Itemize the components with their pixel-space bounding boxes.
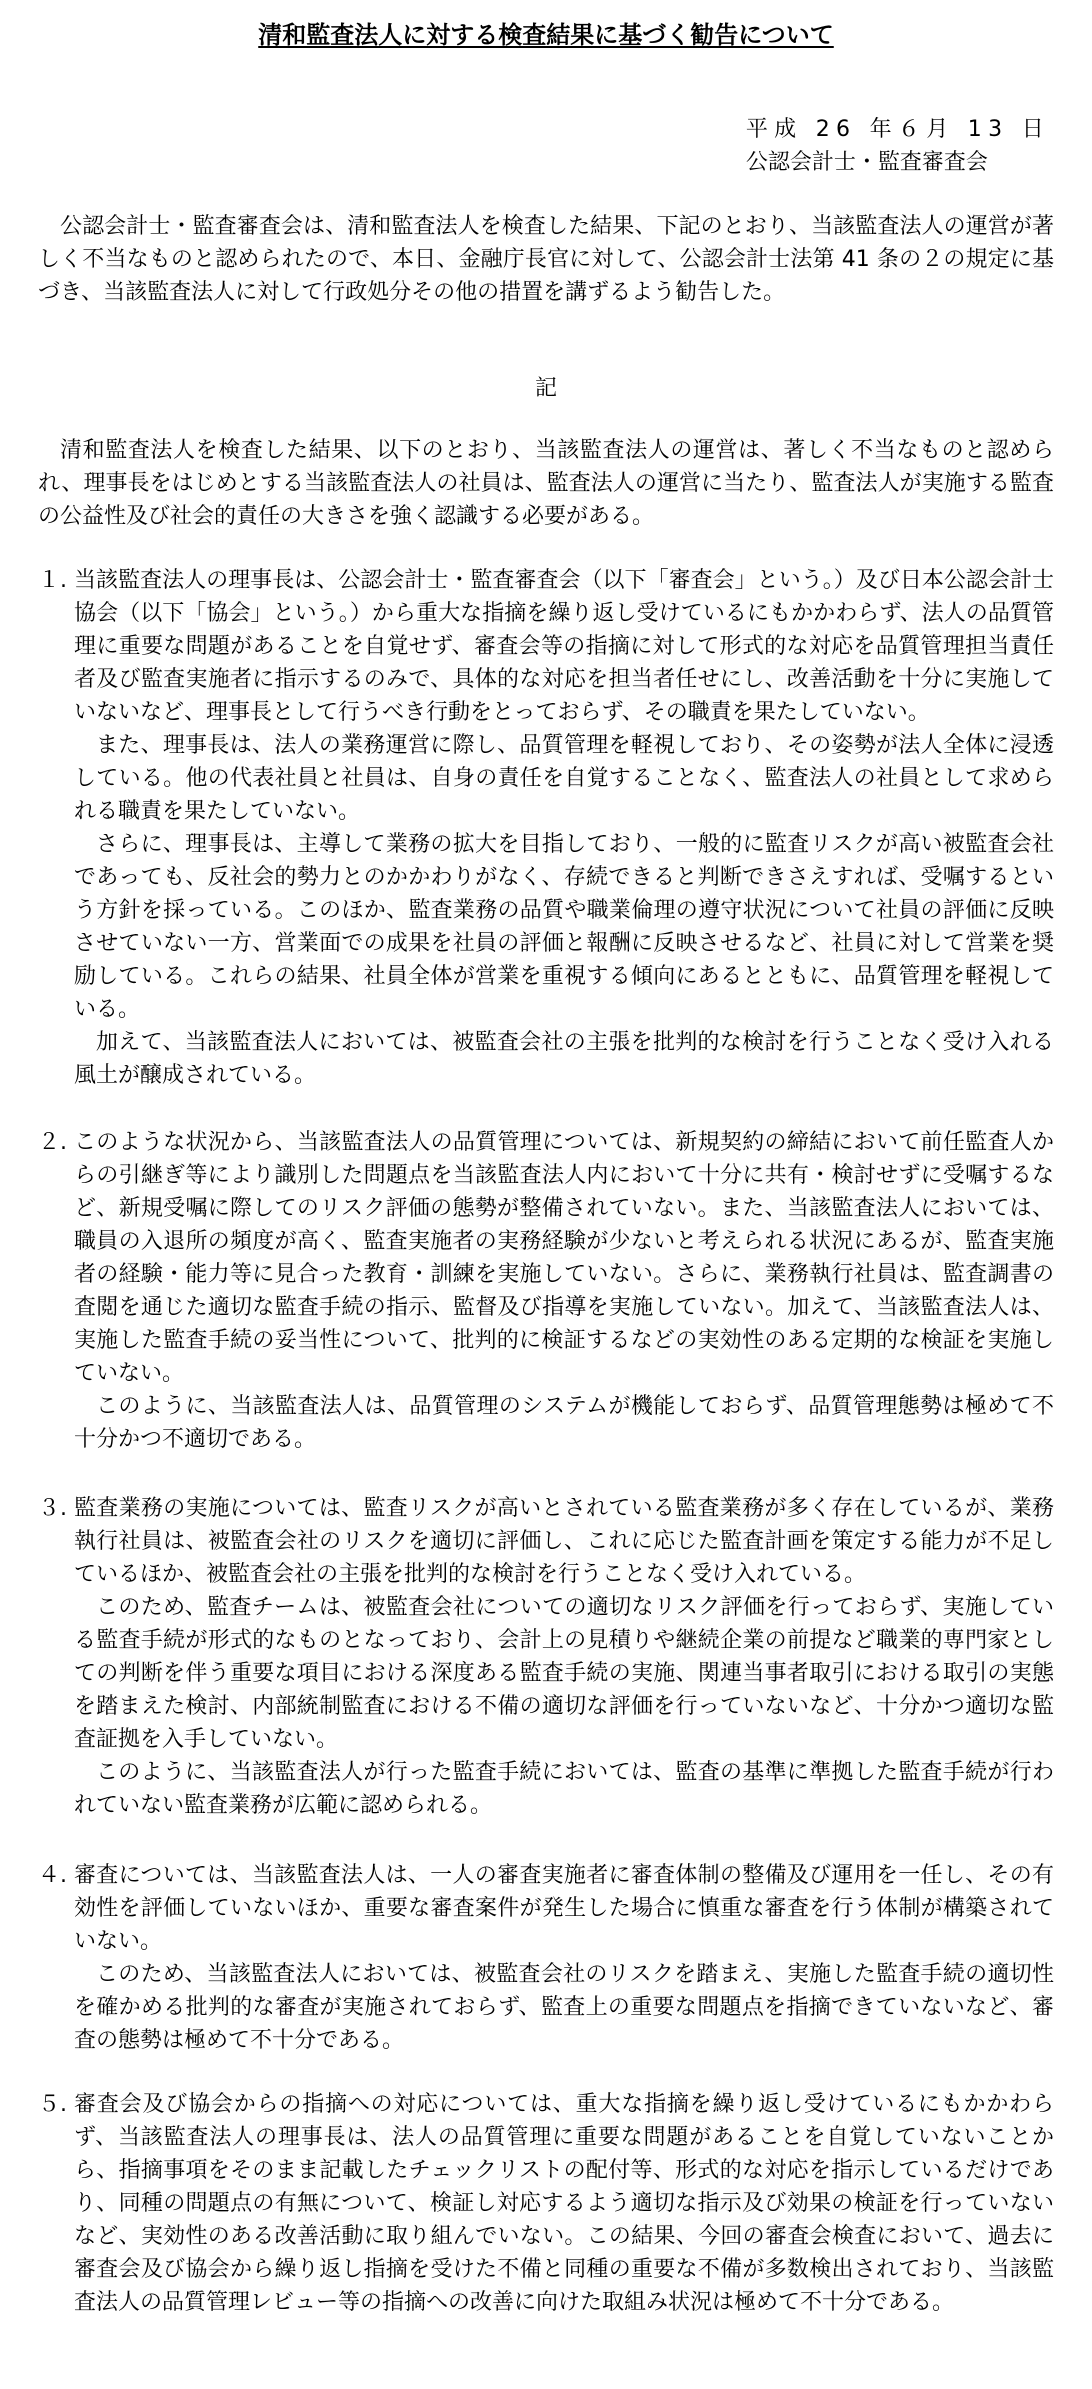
intro-paragraph: 公認会計士・監査審査会は、清和監査法人を検査した結果、下記のとおり、当該監査法人の運営が著しく不当なものと認められたので、本日、金融庁長官に対して、公認会計士法第 41 条の２の規定に基づき、当該監査法人に対して行政処分その他の措置を講ずるよう勧告した。 [38, 214, 1054, 305]
issuer-name: 公認会計士・監査審査会 [745, 150, 988, 175]
item-paragraph: このように、当該監査法人が行った監査手続においては、監査の基準に準拠した監査手続が行われていない監査業務が広範に認められる。 [74, 1760, 1054, 1818]
item-4 [38, 1859, 1054, 2057]
item-paragraph: 審査会及び協会からの指摘への対応については、重大な指摘を繰り返し受けているにもかかわらず、当該監査法人の理事長は、法人の品質管理に重要な問題があることを自覚していないことから、指摘事項をそのまま記載したチェックリストの配付等、形式的な対応を指示しているだけであり、同種の問題点の有無について、検証し対応するよう適切な指示及び効果の検証を行っていないなど、実効性のある改善活動に取り組んでいない。この結果、今回の審査会検査において、過去に審査会及び協会から繰り返し指摘を受けた不備と同種の重要な不備が多数検出されており、当該監査法人の品質管理レビュー等の指摘への改善に向けた取組み状況は極めて不十分である。 [74, 2092, 1054, 2315]
lead-paragraph: 清和監査法人を検査した結果、以下のとおり、当該監査法人の運営は、著しく不当なものと認められ、理事長をはじめとする当該監査法人の社員は、監査法人の運営に当たり、監査法人が実施する監査の公益性及び社会的責任の大きさを強く認識する必要がある。 [38, 438, 1054, 529]
item-paragraph: 審査については、当該監査法人は、一人の審査実施者に審査体制の整備及び運用を一任し、その有効性を評価していないほか、重要な審査案件が発生した場合に慎重な審査を行う体制が構築されていない。 [74, 1863, 1054, 1954]
date-issuer-block [746, 113, 1050, 179]
item-paragraph: このため、当該監査法人においては、被監査会社のリスクを踏まえ、実施した監査手続の適切性を確かめる批判的な審査が実施されておらず、監査上の重要な問題点を指摘できていないなど、審査の態勢は極めて不十分である。 [74, 1962, 1054, 2053]
item-number: ５. [38, 2092, 67, 2117]
issue-date: 平成 26 年６月 13 日 [745, 117, 1050, 142]
item-paragraph: このように、当該監査法人は、品質管理のシステムが機能しておらず、品質管理態勢は極めて不十分かつ不適切である。 [74, 1394, 1054, 1452]
item-paragraph: このため、監査チームは、被監査会社についての適切なリスク評価を行っておらず、実施している監査手続が形式的なものとなっており、会計上の見積りや継続企業の前提など職業的専門家としての判断を伴う重要な項目における深度ある監査手続の実施、関連当事者取引における取引の実態を踏まえた検討、内部統制監査における不備の適切な評価を行っていないなど、十分かつ適切な監査証拠を入手していない。 [74, 1595, 1054, 1752]
item-paragraph: このような状況から、当該監査法人の品質管理については、新規契約の締結において前任監査人からの引継ぎ等により識別した問題点を当該監査法人内において十分に共有・検討せずに受嘱するなど、新規受嘱に際してのリスク評価の態勢が整備されていない。また、当該監査法人においては、職員の入退所の頻度が高く、監査実施者の実務経験が少ないと考えられる状況にあるが、監査実施者の経験・能力等に見合った教育・訓練を実施していない。さらに、業務執行社員は、監査調書の査閲を通じた適切な監査手続の指示、監督及び指導を実施していない。加えて、当該監査法人は、実施した監査手続の妥当性について、批判的に検証するなどの実効性のある定期的な検証を実施していない。 [74, 1130, 1054, 1386]
item-paragraph: 当該監査法人の理事長は、公認会計士・監査審査会（以下「審査会」という。）及び日本公認会計士協会（以下「協会」という。）から重大な指摘を繰り返し受けているにもかかわらず、法人の品質管理に重要な問題があることを自覚せず、審査会等の指摘に対して形式的な対応を品質管理担当責任者及び監査実施者に指示するのみで、具体的な対応を担当者任せにし、改善活動を十分に実施していないなど、理事長として行うべき行動をとっておらず、その職責を果たしていない。 [74, 568, 1054, 725]
item-number: ４. [38, 1863, 67, 1888]
item-number: １. [38, 568, 67, 593]
item-5 [38, 2088, 1054, 2319]
item-2 [38, 1126, 1054, 1456]
document-title: 清和監査法人に対する検査結果に基づく勧告について [258, 21, 834, 49]
item-3 [38, 1492, 1054, 1822]
item-paragraph: さらに、理事長は、主導して業務の拡大を目指しており、一般的に監査リスクが高い被監査会社であっても、反社会的勢力とのかかわりがなく、存続できると判断できさえすれば、受嘱するという方針を採っている。このほか、監査業務の品質や職業倫理の遵守状況について社員の評価に反映させていない一方、営業面での成果を社員の評価と報酬に反映させるなど、社員に対して営業を奨励している。これらの結果、社員全体が営業を重視する傾向にあるとともに、品質管理を軽視している。 [74, 832, 1054, 1022]
item-1 [38, 564, 1054, 1092]
item-paragraph: また、理事長は、法人の業務運営に際し、品質管理を軽視しており、その姿勢が法人全体に浸透している。他の代表社員と社員は、自身の責任を自覚することなく、監査法人の社員として求められる職責を果たしていない。 [74, 733, 1054, 824]
item-paragraph: 監査業務の実施については、監査リスクが高いとされている監査業務が多く存在しているが、業務執行社員は、被監査会社のリスクを適切に評価し、これに応じた監査計画を策定する能力が不足しているほか、被監査会社の主張を批判的な検討を行うことなく受け入れている。 [74, 1496, 1054, 1587]
item-paragraph: 加えて、当該監査法人においては、被監査会社の主張を批判的な検討を行うことなく受け入れる風土が醸成されている。 [74, 1030, 1054, 1088]
item-number: ３. [38, 1496, 67, 1521]
ki-heading: 記 [534, 376, 557, 401]
item-number: ２. [38, 1130, 67, 1155]
